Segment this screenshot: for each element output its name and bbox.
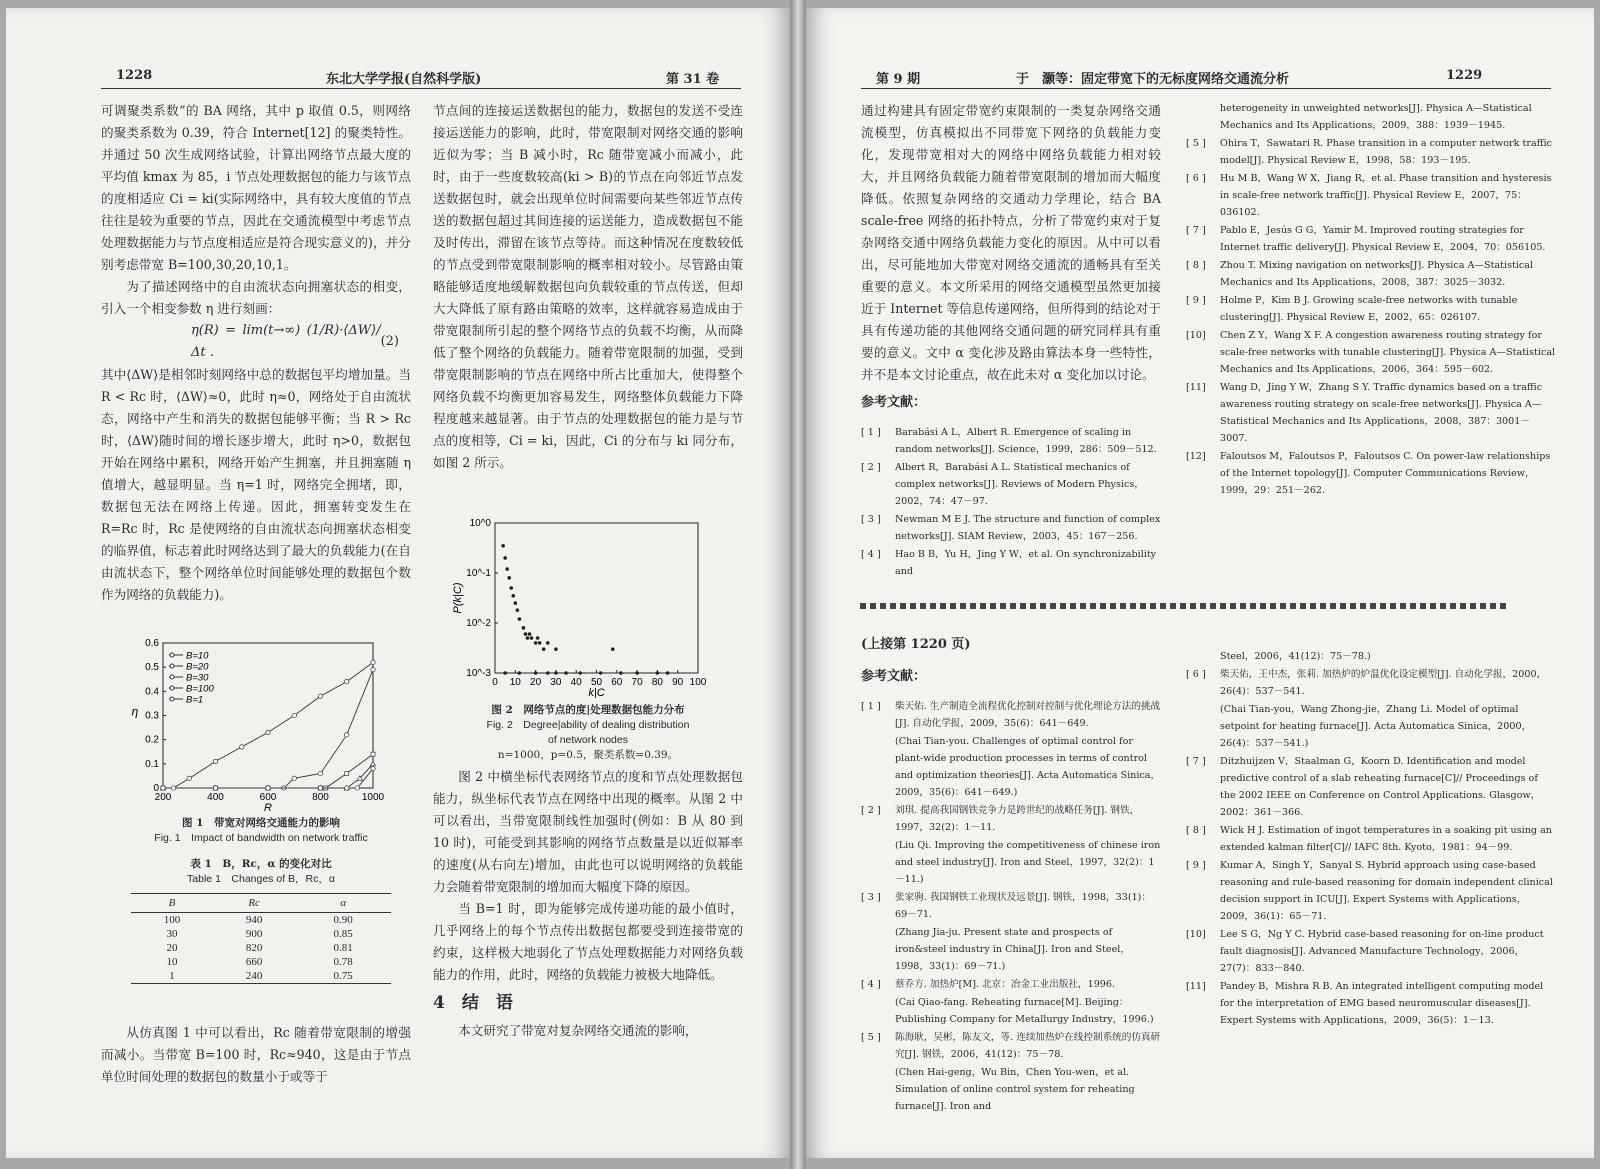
table-row [131, 955, 391, 969]
data-point [534, 641, 538, 645]
y-tick-label: 0.6 [145, 638, 159, 649]
right-column-1-lower [861, 628, 1161, 1116]
data-point [292, 713, 296, 717]
legend-label: B=20 [186, 661, 209, 673]
reference-number: [ 9 ] [1186, 860, 1206, 871]
reference-text: 柴天佑. 生产制造全流程优化控制对控制与优化理论方法的挑战[J]. 自动化学报，2009，35(6)：641－649. [895, 701, 1161, 729]
reference-text: 蔡乔方. 加热炉[M]. 北京：冶金工业出版社，1996. [895, 979, 1116, 990]
left-page [6, 8, 790, 1158]
data-point [656, 671, 660, 675]
table-cell: 30 [166, 928, 178, 940]
y-tick-label: 0.4 [145, 686, 159, 698]
data-point [518, 617, 522, 621]
data-point [371, 667, 375, 671]
reference-number: [ 1 ] [861, 427, 881, 438]
reference-text: Pandey B，Mishra R B. An integrated intelligent computing model for the interpretation of EMG based neuromuscular diseases[J]. Expert Systems with Applications，2009，36(5)：1－13. [1220, 981, 1544, 1026]
legend-label: B=10 [186, 650, 209, 662]
reference-item [861, 459, 1161, 510]
reference-item [1186, 648, 1556, 665]
data-point [507, 576, 511, 580]
data-point [187, 776, 191, 780]
reference-number: [ 8 ] [1186, 825, 1206, 836]
x-tick-label: 60 [611, 677, 623, 688]
reference-text: Wick H J. Estimation of ingot temperatures in a soaking pit using an extended kalman filter[C]// IAFC 8th. Kyoto，1981：94－99. [1220, 825, 1552, 853]
data-point [514, 601, 518, 605]
reference-number [861, 924, 895, 975]
left-column-2 [433, 100, 743, 474]
left-column-1-bottom [101, 1022, 411, 1088]
figure-2 [433, 518, 743, 763]
data-table [131, 893, 391, 984]
legend-label: B=30 [186, 672, 209, 684]
y-tick-label: 0 [153, 783, 159, 794]
x-tick-label: 400 [207, 792, 224, 803]
degree-distribution-chart [433, 518, 743, 698]
reference-number: [ 5 ] [1186, 138, 1206, 149]
reference-number: [ 8 ] [1186, 260, 1206, 271]
reference-text: Lee S G，Ng Y C. Hybrid case-based reasoning for on-line product fault diagnosis[J]. Advanced Manufacture Technology，2006，27(7)：833－840. [1220, 929, 1544, 974]
reference-item [861, 889, 1161, 923]
reference-item [1186, 926, 1556, 977]
x-tick-label: 80 [651, 677, 663, 688]
paragraph: 图 2 中横坐标代表网络节点的度和节点处理数据包能力，纵坐标代表节点在网络中出现的概率。从图 2 中可以看出，当带宽限制线性加强时(例如：B 从 80 到 10 时)，可能受到其影响的网络节点数量是以近似幂率的速度(从右向左)增加，由此也可以说明网络的负载能力会随着带宽限制的增加而大幅度下降的原因。 [433, 769, 743, 894]
x-tick-label: 800 [312, 792, 329, 803]
paragraph: 当 B=1 时，即为能够完成传递功能的最小值时，几乎网络上的每个节点传出数据包都要受到连接带宽的约束，这样极大地弱化了节点处理数据能力对网络负载能力的作用，此时，网络的负载能力被极大地降低。 [433, 901, 743, 982]
x-axis-label: R [264, 802, 272, 811]
x-axis-label: k|C [588, 687, 605, 698]
table-cell: 0.90 [333, 914, 353, 926]
data-point [213, 786, 217, 790]
reference-list [861, 698, 1161, 1115]
reference-item [861, 837, 1161, 888]
reference-item [1186, 292, 1556, 326]
reference-item [1186, 701, 1556, 752]
page-number: 1229 [1446, 68, 1483, 83]
figure-1 [101, 633, 421, 846]
figure-caption-cn: 图 2 网络节点的度|处理数据包能力分布 [491, 704, 685, 716]
reference-number: [ 2 ] [861, 805, 881, 816]
x-tick-label: 1000 [361, 792, 385, 803]
journal-title: 东北大学学报(自然科学版) [326, 72, 482, 87]
right-column-2 [1186, 100, 1556, 500]
data-point [171, 786, 175, 790]
x-tick-label: 20 [530, 677, 542, 688]
table-caption-cn: 表 1 B，Rc，α 的变化对比 [190, 858, 332, 870]
x-tick-label: 600 [259, 792, 277, 803]
reference-text: Pablo E，Jesús G G，Yamir M. Improved routing strategies for Internet traffic delivery[J]. Physical Review E，2004，70：056105. [1220, 225, 1546, 253]
reference-item [1186, 100, 1556, 134]
data-point [345, 733, 349, 737]
reference-item [1186, 222, 1556, 256]
reference-item [861, 924, 1161, 975]
paragraph: 本文研究了带宽对复杂网络交通流的影响， [458, 1023, 698, 1038]
data-point [266, 730, 270, 734]
data-point [213, 759, 217, 763]
reference-text: Ohira T，Sawatari R. Phase transition in a computer network traffic model[J]. Physical Review E，1998，58：193－195. [1220, 138, 1552, 166]
data-point [518, 671, 522, 675]
reference-item [1186, 327, 1556, 378]
data-point [371, 752, 375, 756]
reference-text: Hu M B，Wang W X，Jiang R，et al. Phase transition and hysteresis in scale-free network traffic[J]. Physical Review E，2007，75：036102. [1220, 173, 1552, 218]
y-tick-label: 10^-2 [466, 618, 491, 629]
reference-number [1186, 100, 1220, 134]
plot-frame [495, 523, 698, 673]
reference-number: [ 3 ] [861, 514, 881, 525]
table-cell: 240 [213, 969, 295, 984]
reference-number [1186, 648, 1220, 665]
right-column-2-lower [1186, 648, 1556, 1030]
reference-number: [10] [1186, 330, 1206, 341]
legend-label: B=100 [186, 683, 214, 695]
data-point [292, 776, 296, 780]
header-rule [861, 88, 1551, 89]
data-point [578, 671, 582, 675]
data-point [371, 766, 375, 770]
x-tick-label: 200 [154, 792, 172, 803]
legend-marker [170, 664, 174, 668]
y-tick-label: 10^-3 [466, 668, 491, 679]
data-point [538, 641, 542, 645]
reference-item [1186, 379, 1556, 447]
reference-text: (Zhang Jia-ju. Present state and prospects of iron&steel industry in China[J]. Iron and Steel，1998，33(1)：69－71.) [895, 927, 1130, 972]
right-column-1 [861, 100, 1161, 581]
references-heading: 参考文献： [861, 395, 927, 410]
reference-item [861, 698, 1161, 732]
table-cell: 940 [245, 914, 263, 926]
legend-label: B=1 [186, 694, 204, 706]
reference-item [1186, 978, 1556, 1029]
reference-item [861, 976, 1161, 993]
issue-label: 第 9 期 [876, 72, 921, 87]
reference-text: Barabási A L，Albert R. Emergence of scaling in random networks[J]. Science，1999，286：509－512. [895, 427, 1157, 455]
continued-note: (上接第 1220 页) [861, 637, 971, 652]
legend-marker [170, 675, 174, 679]
equation-number: (2) [380, 334, 399, 349]
reference-item [1186, 448, 1556, 499]
reference-item [861, 733, 1161, 801]
x-tick-label: 100 [689, 677, 707, 688]
data-point [240, 745, 244, 749]
running-title: 于 灏等：固定带宽下的无标度网络交通流分析 [1016, 72, 1290, 87]
data-point [318, 771, 322, 775]
y-tick-label: 0.2 [145, 734, 159, 746]
reference-item [861, 424, 1161, 458]
figure-caption-en-2: of network nodes [548, 734, 628, 746]
reference-text: Ditzhuijzen V，Staalman G，Koorn D. Identification and model predictive control of a slab reheating furnace[C]// Proceedings of the 2002 IEEE on Conference on Control Applications. Glasgow，2002：361－366. [1220, 756, 1541, 818]
equation-body: η(R) = lim(t→∞) (1/R)·⟨ΔW⟩/Δt ． [191, 323, 381, 360]
data-point [516, 608, 520, 612]
header-rule [101, 88, 741, 89]
reference-item [1186, 666, 1556, 700]
data-point [666, 671, 670, 675]
right-page [806, 8, 1594, 1158]
reference-text: Zhou T. Mixing navigation on networks[J]. Physica A—Statistical Mechanics and Its Applications，2008，387：3025－3032. [1220, 260, 1534, 288]
data-point [524, 632, 528, 636]
legend-marker [170, 686, 174, 690]
table-cell: 0.81 [333, 942, 353, 954]
table-cell: 660 [245, 956, 263, 968]
x-tick-label: 70 [631, 677, 643, 688]
table-caption-en: Table 1 Changes of B，Rc，α [187, 873, 335, 885]
data-point [505, 567, 509, 571]
data-point [611, 647, 615, 651]
reference-item [1186, 170, 1556, 221]
bandwidth-chart [101, 633, 421, 811]
reference-number: [ 4 ] [861, 979, 881, 990]
reference-text: heterogeneity in unweighted networks[J]. Physica A—Statistical Mechanics and Its Applications，2009，388：1939－1945. [1220, 103, 1532, 131]
reference-number: [ 9 ] [1186, 295, 1206, 306]
reference-number: [ 6 ] [1186, 173, 1206, 184]
legend-marker [170, 697, 174, 701]
references-heading: 参考文献： [861, 669, 927, 684]
reference-text: Wang D，Jing Y W，Zhang S Y. Traffic dynamics based on a traffic awareness routing strategy on scale-free networks[J]. Physica A—Statistical Mechanics and Its Applications，2008，387：3001－3007. [1220, 382, 1543, 444]
y-axis-label: P(k|C) [452, 582, 464, 614]
reference-item [1186, 753, 1556, 821]
table-1 [101, 856, 421, 984]
data-point [522, 626, 526, 630]
reference-item [1186, 822, 1556, 856]
reference-list [1186, 648, 1556, 1029]
legend-marker [170, 653, 174, 657]
table-cell: 900 [245, 928, 263, 940]
reference-text: (Chai Tian-you. Challenges of optimal control for plant-wide production processes in terms of control and optimization theories[J]. Acta Automatica Sinica，2009，35(6)：641－649.) [895, 736, 1161, 798]
reference-number: [ 7 ] [1186, 756, 1206, 767]
y-tick-label: 0.5 [145, 662, 159, 674]
table-row [131, 913, 391, 928]
x-tick-label: 10 [509, 677, 521, 688]
reference-number: [ 2 ] [861, 462, 881, 473]
table-row [131, 927, 391, 941]
data-point [619, 671, 623, 675]
data-point [546, 671, 550, 675]
reference-text: 柴天佑，王中杰，张莉. 加热炉的炉温优化设定模型[J]. 自动化学报，2000，26(4)：537－541. [1220, 669, 1547, 697]
figure-caption-en: Fig. 1 Impact of bandwidth on network traffic [154, 832, 368, 844]
data-point [536, 636, 540, 640]
data-point [345, 772, 349, 776]
reference-number: [10] [1186, 929, 1206, 940]
y-tick-label: 0.1 [145, 758, 159, 770]
section-heading: 4 结 语 [433, 993, 513, 1013]
reference-number [861, 994, 895, 1028]
series-line-B=30 [163, 764, 373, 788]
y-tick-label: 10^0 [469, 518, 491, 529]
table-cell: 0.75 [295, 969, 391, 984]
data-point [599, 671, 603, 675]
table-header: B [131, 894, 213, 913]
reference-number: [ 1 ] [861, 701, 881, 712]
figure-caption-cn: 图 1 带宽对网络交通能力的影响 [182, 817, 340, 829]
reference-text: (Liu Qi. Improving the competitiveness of chinese iron and steel industry[J]. Iron and Steel，1997，32(2)：1－11.) [895, 840, 1161, 885]
data-point [509, 586, 513, 590]
reference-item [1186, 135, 1556, 169]
reference-text: 刘琪. 提高我国钢铁竞争力是跨世纪的战略任务[J]. 钢铁，1997，32(2)：1－11. [895, 805, 1140, 833]
table-cell: 100 [163, 914, 181, 926]
table-cell: 0.78 [333, 956, 353, 968]
y-axis-label: η [131, 704, 139, 719]
figure-note: n=1000，p=0.5，聚类系数=0.39。 [497, 749, 679, 761]
data-point [530, 636, 534, 640]
reference-number: [ 6 ] [1186, 669, 1206, 680]
reference-text: (Cai Qiao-fang. Reheating furnace[M]. Beijing：Publishing Company for Metallurgy Industry，1996.) [895, 997, 1154, 1025]
data-point [564, 671, 568, 675]
y-tick-label: 0.3 [145, 710, 159, 722]
paragraph: 其中⟨ΔW⟩是相邻时刻网络中总的数据包平均增加量。当 R < Rc 时，⟨ΔW⟩≈0，此时 η≈0，网络处于自由流状态，网络中产生和消失的数据包能够平衡；当 R > Rc 时，⟨ΔW⟩随时间的增长逐步增大，此时 η>0，数据包开始在网络中累积，网络开始产生拥塞，并且拥塞随 η 值增大，越显明显。当 η=1 时，网络完全拥堵，即，数据包无法在网络上传递。因此，拥塞转变发生在 R=Rc 时，Rc 是使网络的自由流状态向拥塞状态相变的临界值，标志着此时网络达到了最大的负载能力(在自由流状态下，整个网络单位时间能够处理的数据包个数作为网络的负载能力)。 [101, 367, 411, 602]
table-cell: 10 [166, 956, 178, 968]
data-point [266, 786, 270, 790]
page-number: 1228 [116, 68, 153, 83]
paragraph: 节点间的连接运送数据包的能力，数据包的发送不受连接运送能力的影响，此时，带宽限制对网络交通的影响近似为零；当 B 减小时，Rc 随带宽减小而减小，此时，由于一些度数较高(ki > B)的节点在向邻近节点发送数据包时，就会出现单位时间需要向某些邻近节点传送的数据包超过其间连接的运送能力，造成数据包不能及时传出，滞留在该节点等待。而这种情况在度数较低的节点受到带宽限制影响的概率相对较小。尽管路由策略能够适度地缓解数据包向负载较重的节点传送，但却大大降低了原有路由策略的效率，这样就容易造成由于带宽限制所引起的整个网络节点的负载不均衡，从而降低了整个网络的负载能力。随着带宽限制的加强，受到带宽限制影响的节点在网络中所占比重加大，使得整个网络负载不均衡更加容易发生，网络整体负载能力下降程度越来越显著。由于节点的处理数据包的能力是与节点的度相等，Ci = ki，因此，Ci 的分布与 ki 同分布，如图 2 所示。 [433, 103, 743, 470]
data-point [528, 632, 532, 636]
reference-text: Steel，2006，41(12)：75－78.) [1220, 651, 1371, 662]
reference-number: [ 3 ] [861, 892, 881, 903]
reference-number: [11] [1186, 382, 1206, 393]
section-divider [860, 603, 1510, 609]
paragraph: 从仿真图 1 中可以看出，Rc 随着带宽限制的增强而减小。当带宽 B=100 时，Rc≈940，这是由于节点单位时间处理的数据包的数量小于或等于 [101, 1025, 411, 1084]
data-point [371, 660, 375, 664]
data-point [318, 786, 322, 790]
volume-label: 第 31 卷 [666, 72, 720, 87]
series-line-B=20 [163, 754, 373, 788]
equation [101, 320, 411, 364]
data-point [371, 761, 376, 766]
x-tick-label: 40 [570, 677, 582, 688]
reference-text: Albert R，Barabási A L. Statistical mechanics of complex networks[J]. Reviews of Modern Physics，2002，74：47－97. [895, 462, 1144, 507]
table-header: α [295, 894, 391, 913]
reference-text: Hao B B，Yu H，Jing Y W，et al. On synchronizability and [895, 549, 1157, 577]
book-spine [790, 0, 806, 1169]
x-tick-label: 30 [550, 677, 562, 688]
data-point [161, 786, 165, 790]
reference-number: [ 5 ] [861, 1032, 881, 1043]
paragraph: 可调聚类系数”的 BA 网络，其中 p 取值 0.5，则网络的聚类系数为 0.39，符合 Internet[12] 的聚类特性。并通过 50 次生成网络试验，计算出网络节点最大度的平均值 kmax 为 85，i 节点处理数据包的能力与该节点的度相适应 Ci = ki(实际网络中，具有较大度值的节点往往是较为重要的节点，因此在交通流模型中考虑节点处理数据能力与节点度相适应是符合现实意义的)，并分别考虑带宽 B=100,30,20,10,1。 [101, 103, 411, 272]
y-tick-label: 10^-1 [466, 568, 491, 579]
table-cell: 20 [166, 942, 178, 954]
reference-number [861, 1064, 895, 1115]
reference-text: Chen Z Y，Wang X F. A congestion awareness routing strategy for scale-free networks with tunable clustering[J]. Physica A—Statistical Mechanics and Its Applications，2006，364：595－602. [1220, 330, 1556, 375]
data-point [355, 786, 359, 790]
table-row [131, 969, 391, 984]
reference-text: 张家驹. 我国钢铁工业现状及远景[J]. 钢铁，1998，33(1)：69－71. [895, 892, 1152, 920]
reference-number: [ 4 ] [861, 549, 881, 560]
paragraph: 通过构建具有固定带宽约束限制的一类复杂网络交通流模型，仿真模拟出不同带宽下网络的负载能力变化，发现带宽相对大的网络中网络负载能力相对较大，并且网络负载能力随着带宽限制的增加而大幅度降低。依照复杂网络的交通动力学理论，结合 BA scale-free 网络的拓扑特点，分析了带宽约束对于复杂网络交通中网络负载能力变化的原因。从中可以看出，尽可能地加大带宽对网络交通流的通畅具有至关重要的意义。本文所采用的网络交通模型虽然更加接近于 Internet 等信息传递网络，但所得到的结论对于具有传递功能的其他网络交通问题的研究同样具有重要的意义。文中 α 变化涉及路由算法本身一些特性，并不是本文讨论重点，故在此未对 α 变化加以讨论。 [861, 103, 1161, 382]
reference-item [1186, 857, 1556, 925]
data-point [503, 671, 507, 675]
reference-number [1186, 701, 1220, 752]
reference-text: (Chen Hai-geng，Wu Bin，Chen You-wen，et al. Simulation of online control system for reheating furnace[J]. Iron and [895, 1067, 1135, 1112]
data-point [534, 671, 538, 675]
reference-number [861, 733, 895, 801]
data-point [526, 636, 530, 640]
data-point [554, 671, 558, 675]
reference-text: Newman M E J. The structure and function of complex networks[J]. SIAM Review，2003，45：167－256. [895, 514, 1161, 542]
reference-item [861, 802, 1161, 836]
reference-number: [ 7 ] [1186, 225, 1206, 236]
reference-item [1186, 257, 1556, 291]
reference-number: [11] [1186, 981, 1206, 992]
x-tick-label: 0 [492, 677, 498, 688]
left-column-2-bottom [433, 766, 743, 1042]
data-point [511, 594, 515, 598]
table-cell: 1 [131, 969, 213, 984]
data-point [554, 647, 558, 651]
reference-item [861, 1064, 1161, 1115]
reference-item [861, 511, 1161, 545]
table-header: Rc [213, 894, 295, 913]
data-point [345, 786, 349, 790]
reference-item [861, 546, 1161, 580]
reference-item [861, 994, 1161, 1028]
reference-list [861, 424, 1161, 580]
reference-list [1186, 100, 1556, 499]
reference-text: Kumar A，Singh Y，Sanyal S. Hybrid approach using case-based reasoning and rule-based reasoning for domain independent clinical decision support in ICU[J]. Expert Systems with Applications，2009，36(1)：65－71. [1220, 860, 1553, 922]
table-cell: 0.85 [333, 928, 353, 940]
left-column-1 [101, 100, 411, 606]
figure-caption-en: Fig. 2 Degree|ability of dealing distribution [486, 719, 690, 731]
x-tick-label: 90 [672, 677, 684, 688]
data-point [546, 641, 550, 645]
data-point [345, 679, 349, 683]
data-point [501, 544, 505, 548]
reference-text: Holme P，Kim B J. Growing scale-free networks with tunable clustering[J]. Physical Review E，2002，65：026107. [1220, 295, 1518, 323]
data-point [503, 556, 507, 560]
reference-text: 陈海耿，吴彬，陈友文，等. 连续加热炉在线控制系统的仿真研究[J]. 钢铁，2006，41(12)：75－78. [895, 1032, 1161, 1060]
reference-item [861, 1029, 1161, 1063]
data-point [542, 647, 546, 651]
table-cell: 820 [245, 942, 263, 954]
x-tick-label: 50 [590, 677, 603, 688]
paragraph: 为了描述网络中的自由流状态向拥塞状态的相变，引入一个相变参数 η 进行刻画： [101, 279, 411, 316]
reference-number [861, 837, 895, 888]
reference-number: [12] [1186, 451, 1206, 462]
table-row [131, 941, 391, 955]
reference-text: (Chai Tian-you，Wang Zhong-jie，Zhang Li. Model of optimal setpoint for heating furnace[J]. Acta Automatica Sinica，2000，26(4)：537－541.) [1220, 704, 1532, 749]
data-point [318, 694, 322, 698]
data-point [635, 671, 639, 675]
reference-text: Faloutsos M，Faloutsos P，Faloutsos C. On power-law relationships of the Internet topology[J]. Computer Communications Review，1999，29：251－262. [1220, 451, 1551, 496]
